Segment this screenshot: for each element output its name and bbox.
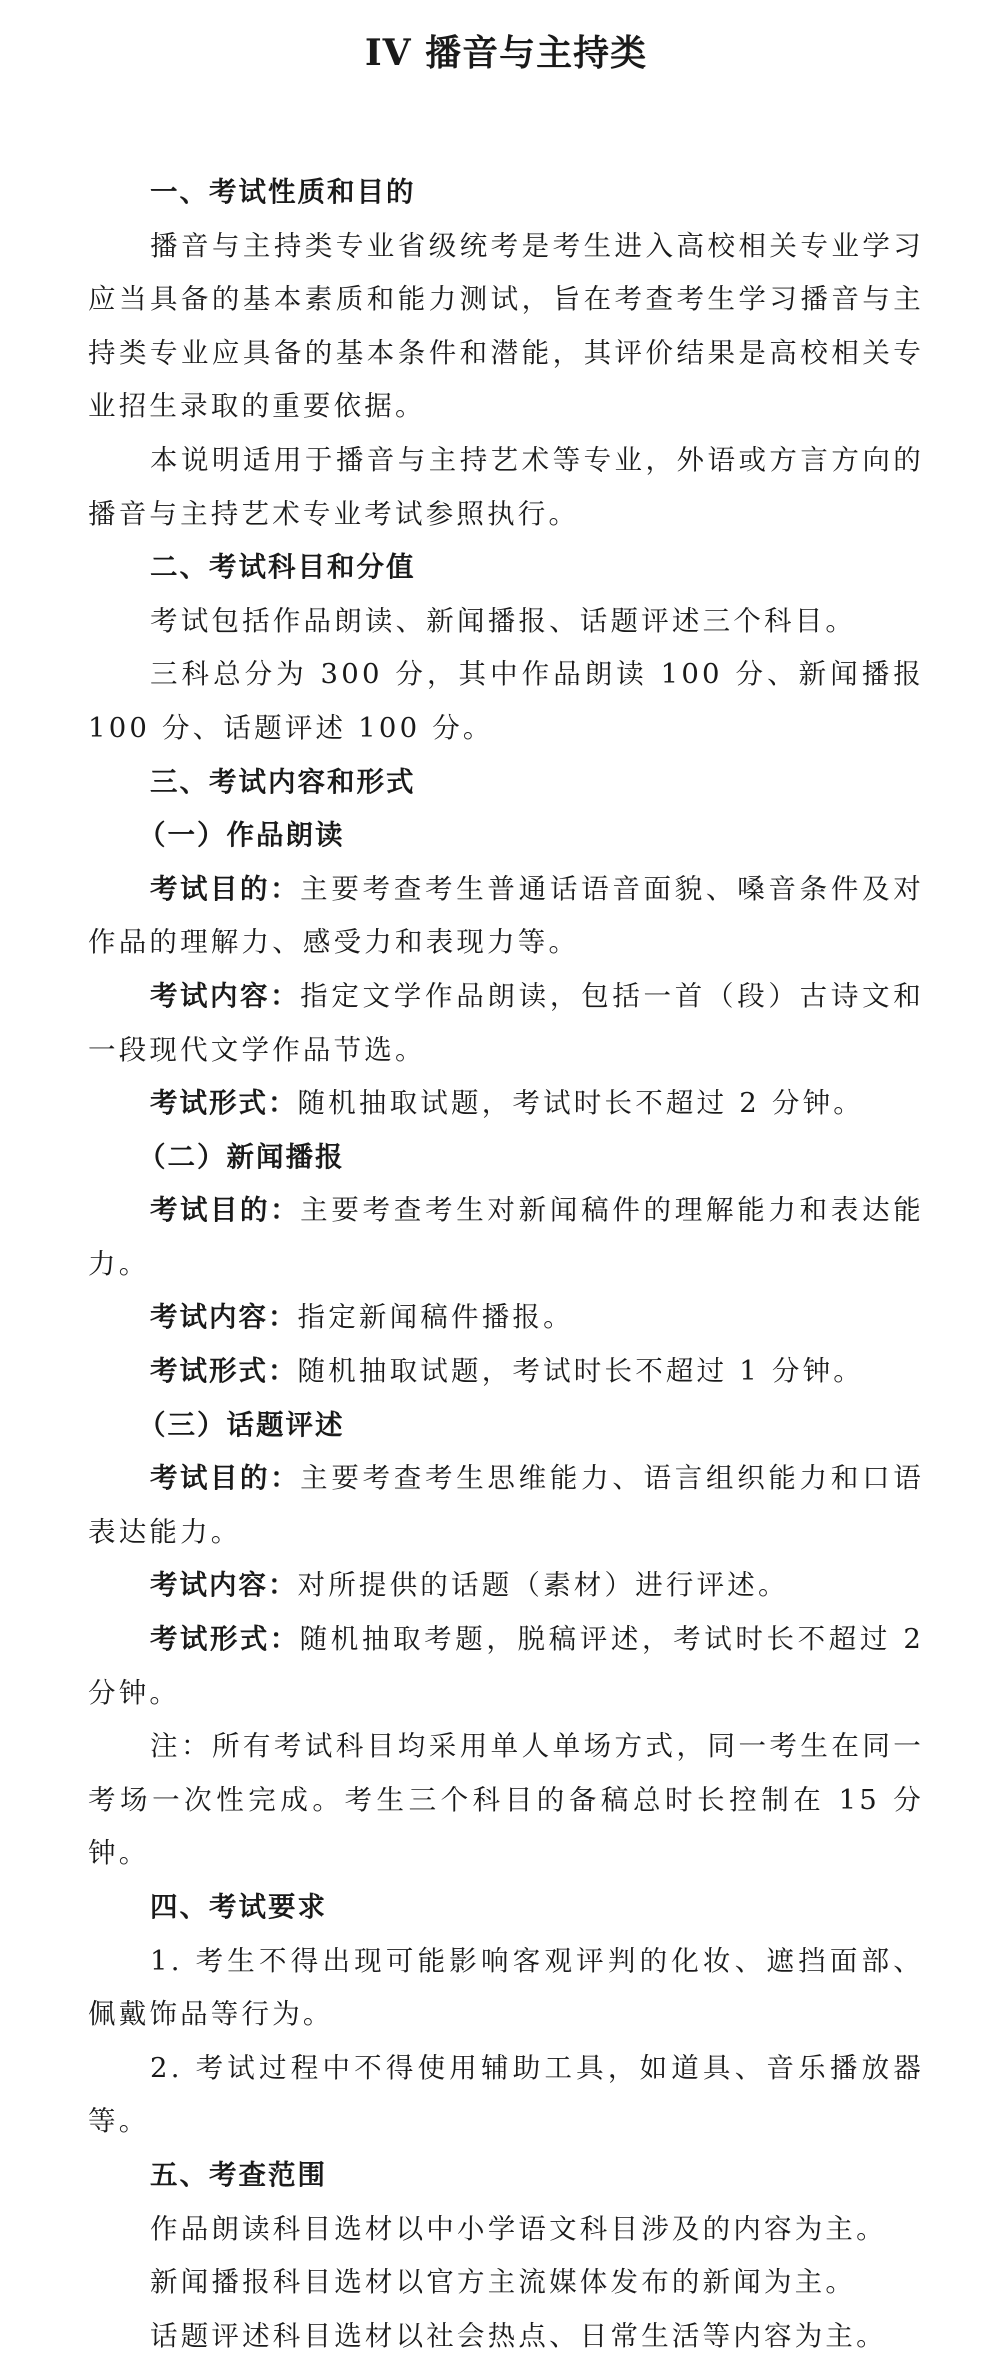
topic-goal [88, 1452, 924, 1559]
topic-content [88, 1559, 924, 1613]
news-goal-text: 主要考查考生对新闻稿件的理解能力和表达能力。 [88, 1194, 925, 1280]
reading-form [88, 1077, 924, 1131]
requirement-item-2: 2. 考试过程中不得使用辅助工具，如道具、音乐播放器等。 [88, 2051, 924, 2138]
topic-content-text: 对所提供的话题（素材）进行评述。 [297, 1569, 789, 1602]
news-form [88, 1345, 924, 1399]
title-spacer [88, 106, 924, 166]
section-heading-scope: 五、考查范围 [150, 2158, 327, 2191]
scope-paragraph-3: 话题评述科目选材以社会热点、日常生活等内容为主。 [150, 2319, 887, 2352]
topic-form-text: 随机抽取考题，脱稿评述，考试时长不超过 2 分钟。 [88, 1623, 925, 1709]
scope-paragraph-1: 作品朗读科目选材以中小学语文科目涉及的内容为主。 [150, 2212, 887, 2245]
subsection-heading-topic: （三）话题评述 [138, 1408, 345, 1441]
news-content-label: 考试内容： [150, 1301, 298, 1334]
reading-goal-text: 主要考查考生普通话语音面貌、嗓音条件及对作品的理解力、感受力和表现力等。 [88, 872, 925, 959]
paragraph-nature-1: 播音与主持类专业省级统考是考生进入高校相关专业学习应当具备的基本素质和能力测试，旨在考查考生学习播音与主持类专业应具备的基本条件和潜能，其评价结果是高校相关专业招生录取的重要依据。 [88, 229, 924, 423]
topic-form-label: 考试形式： [150, 1623, 300, 1656]
reading-form-text: 随机抽取试题，考试时长不超过 2 分钟。 [297, 1087, 864, 1120]
news-form-label: 考试形式： [150, 1355, 298, 1388]
reading-goal [88, 863, 924, 970]
topic-goal-text: 主要考查考生思维能力、语言组织能力和口语表达能力。 [88, 1462, 925, 1548]
section-heading-subjects: 二、考试科目和分值 [150, 551, 416, 584]
requirement-item-1: 1. 考生不得出现可能影响客观评判的化妆、遮挡面部、佩戴饰品等行为。 [88, 1944, 924, 2031]
reading-goal-label: 考试目的： [150, 872, 301, 905]
topic-form [88, 1613, 924, 1720]
news-content [88, 1291, 924, 1345]
news-content-text: 指定新闻稿件播报。 [297, 1301, 574, 1334]
news-goal-label: 考试目的： [150, 1194, 301, 1227]
subsection-heading-reading: （一）作品朗读 [138, 819, 345, 852]
reading-content-label: 考试内容： [150, 979, 301, 1012]
paragraph-subjects-2: 三科总分为 300 分，其中作品朗读 100 分、新闻播报 100 分、话题评述 100 分。 [88, 658, 924, 744]
scope-paragraph-2: 新闻播报科目选材以官方主流媒体发布的新闻为主。 [150, 2266, 857, 2299]
subsection-heading-news: （二）新闻播报 [138, 1140, 345, 1173]
reading-content [88, 970, 924, 1077]
page-title: IV 播音与主持类 [364, 32, 648, 74]
news-form-text: 随机抽取试题，考试时长不超过 1 分钟。 [297, 1355, 864, 1388]
document-body [88, 166, 924, 2363]
topic-goal-label: 考试目的： [150, 1462, 301, 1495]
paragraph-subjects-1: 考试包括作品朗读、新闻播报、话题评述三个科目。 [150, 604, 857, 637]
reading-form-label: 考试形式： [150, 1087, 298, 1120]
news-goal [88, 1184, 924, 1291]
section-heading-nature: 一、考试性质和目的 [150, 176, 416, 208]
paragraph-nature-2: 本说明适用于播音与主持艺术等专业，外语或方言方向的播音与主持艺术专业考试参照执行。 [88, 443, 924, 530]
section-heading-requirements: 四、考试要求 [150, 1891, 327, 1923]
section-heading-content: 三、考试内容和形式 [150, 765, 416, 798]
topic-content-label: 考试内容： [150, 1569, 298, 1602]
exam-note: 注：所有考试科目均采用单人单场方式，同一考生在同一考场一次性完成。考生三个科目的备稿总时长控制在 15 分钟。 [88, 1730, 924, 1870]
reading-content-text: 指定文学作品朗读，包括一首（段）古诗文和一段现代文学作品节选。 [88, 979, 925, 1066]
